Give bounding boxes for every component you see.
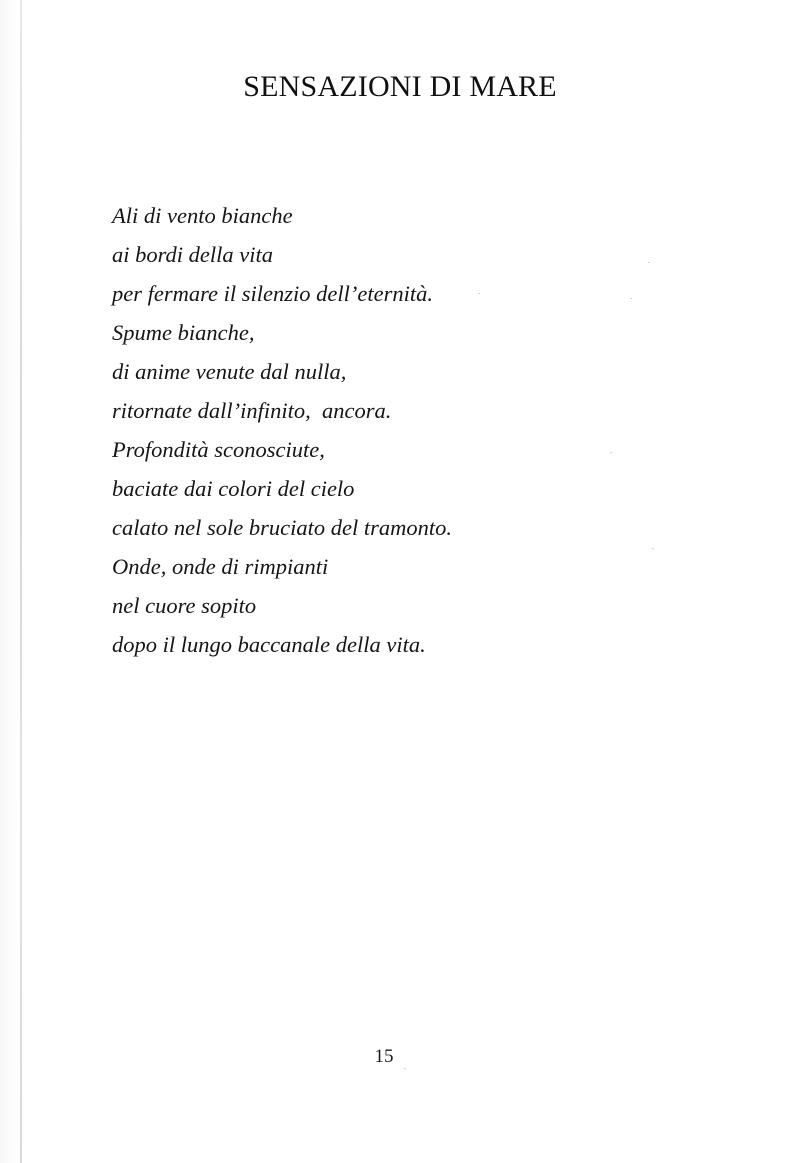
- poem-body: [112, 196, 452, 664]
- scan-speck: [404, 1068, 406, 1069]
- poem-line: Onde, onde di rimpianti: [112, 554, 329, 579]
- poem-line: calato nel sole bruciato del tramonto.: [112, 515, 452, 540]
- poem-line: dopo il lungo baccanale della vita.: [112, 632, 426, 657]
- scan-speck: [610, 452, 612, 453]
- scan-speck: [478, 293, 480, 294]
- poem-title: SENSAZIONI DI MARE: [243, 70, 557, 103]
- poem-line: per fermare il silenzio dell’eternità.: [112, 281, 433, 306]
- poem-line: baciate dai colori del cielo: [112, 476, 355, 501]
- poem-line: Profondità sconosciute,: [112, 437, 325, 462]
- binding-edge: [20, 0, 22, 1163]
- poem-line: ritornate dall’infinito, ancora.: [112, 398, 392, 423]
- scan-speck: [648, 262, 650, 263]
- binding-shadow: [0, 0, 20, 1163]
- poem-line: ai bordi della vita: [112, 242, 274, 267]
- scan-speck: [630, 298, 632, 299]
- poem-line: nel cuore sopito: [112, 593, 257, 618]
- poem-line: Spume bianche,: [112, 320, 255, 345]
- poem-line: di anime venute dal nulla,: [112, 359, 347, 384]
- page-number: 15: [374, 1046, 394, 1067]
- poem-line: Ali di vento bianche: [112, 203, 293, 228]
- scan-speck: [652, 548, 654, 549]
